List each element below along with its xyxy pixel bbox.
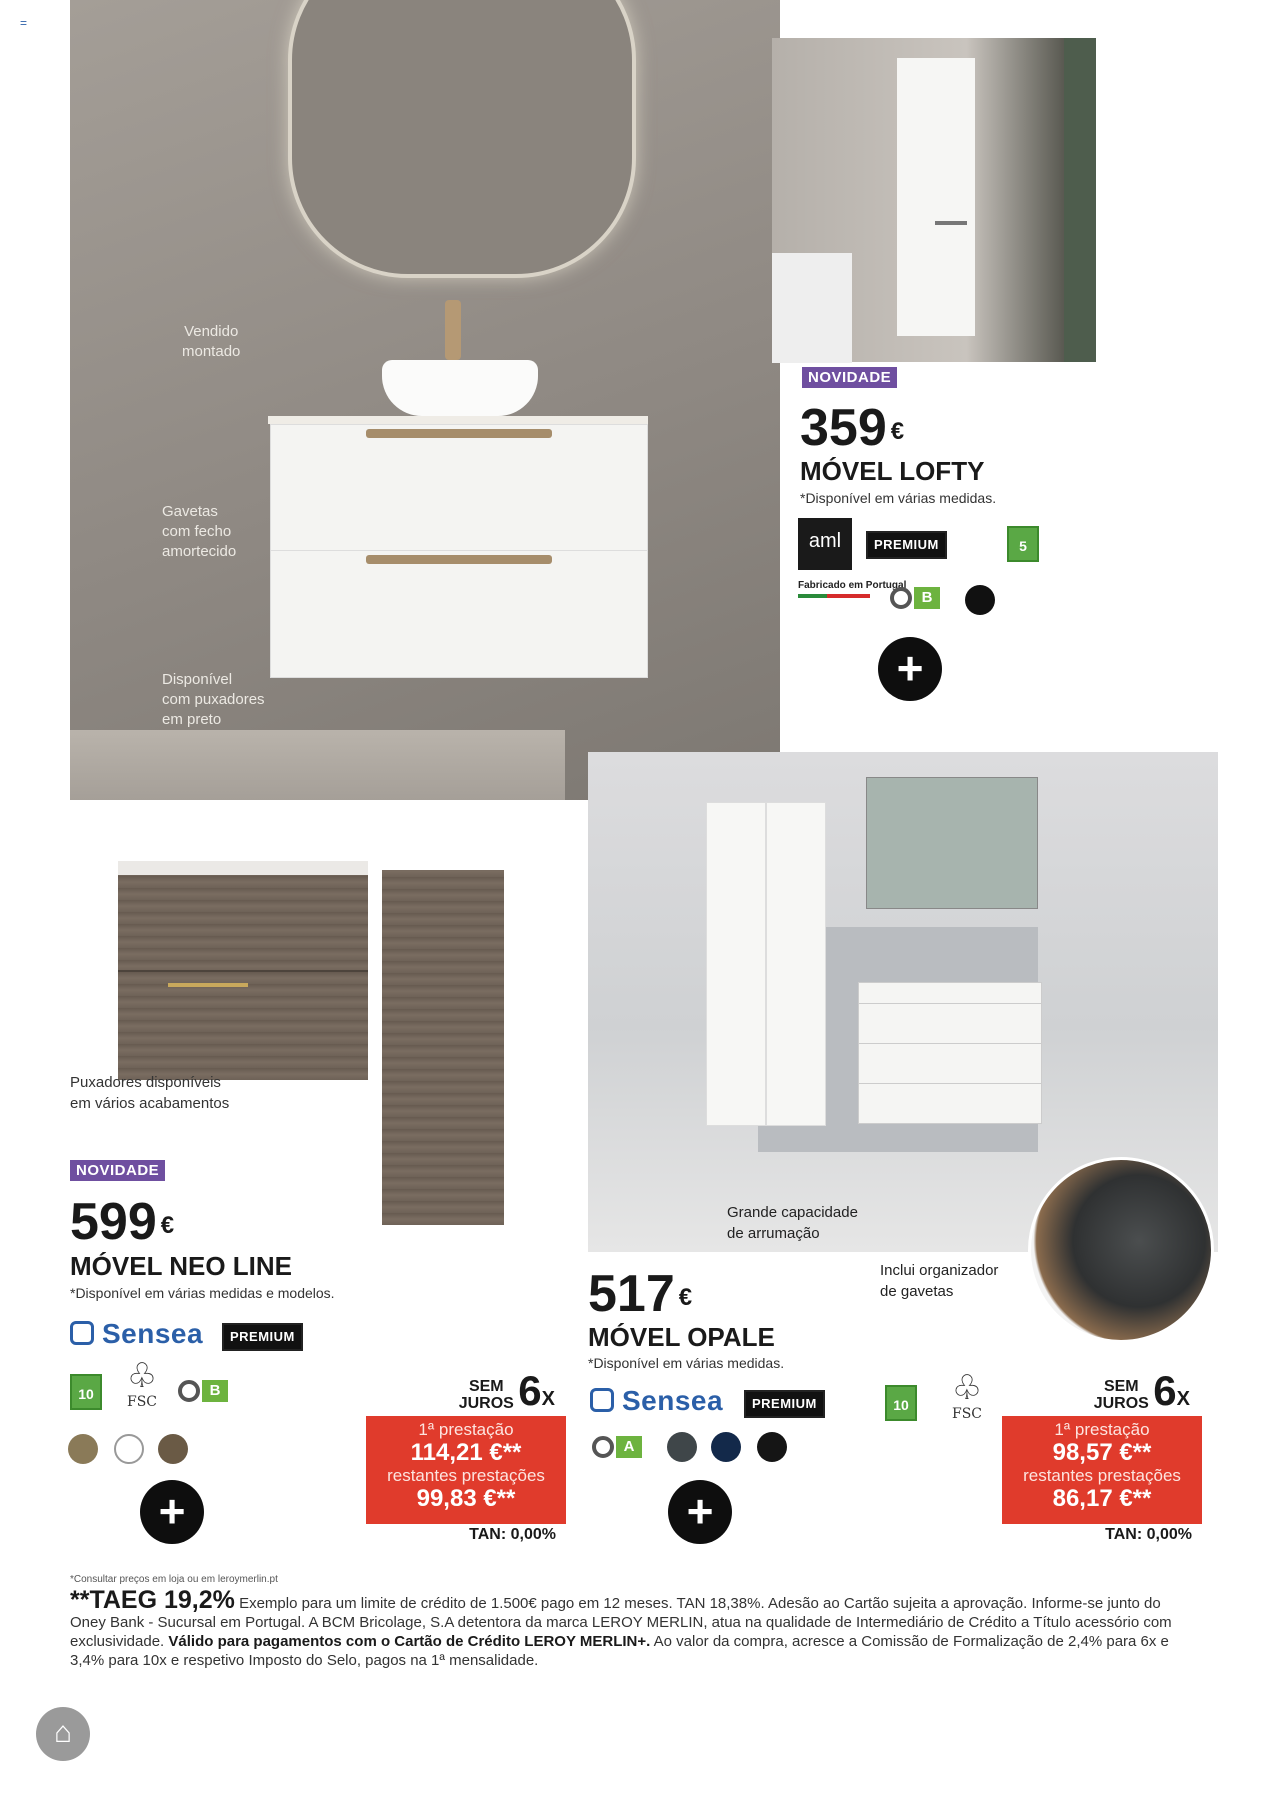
basin <box>382 360 538 416</box>
neo-price: 599 € <box>70 1193 175 1251</box>
neo-no-interest: SEM JUROS 6X <box>458 1367 555 1414</box>
warranty-badge: 10 <box>70 1374 102 1410</box>
opale-column <box>706 802 826 1126</box>
energy-icon <box>178 1380 200 1402</box>
home-icon[interactable]: ⌂ <box>36 1707 90 1761</box>
lofty-more-button[interactable]: + <box>878 637 942 701</box>
opale-no-interest: SEM JUROS 6X <box>1093 1367 1190 1414</box>
opale-tan: TAN: 0,00% <box>1105 1526 1192 1543</box>
energy-label: B <box>890 587 940 611</box>
opale-note: *Disponível em várias medidas. <box>588 1355 785 1371</box>
opale-vanity <box>858 982 1042 1124</box>
floor <box>70 730 565 800</box>
energy-icon <box>890 587 912 609</box>
page-marker: = <box>20 16 28 30</box>
fsc-logo: ♧ FSC <box>942 1370 992 1422</box>
footer-legal <box>70 1574 1200 1670</box>
energy-label: A <box>592 1436 642 1460</box>
aml-logo: aml <box>798 518 852 570</box>
drawer-bottom <box>270 550 648 678</box>
tap <box>445 300 461 360</box>
fsc-logo: ♧ FSC <box>122 1358 162 1410</box>
round-mirror <box>288 0 636 278</box>
lofty-note: *Disponível em várias medidas. <box>800 490 997 506</box>
warranty-badge: 5 <box>1007 526 1039 562</box>
opale-more-button[interactable]: + <box>668 1480 732 1544</box>
tree-icon: ♧ <box>126 1356 158 1396</box>
annotation-black-handles: Disponível com puxadores em preto <box>162 671 265 728</box>
annotation-soft-close: Gavetas com fecho amortecido <box>162 503 237 560</box>
premium-badge: PREMIUM <box>222 1323 303 1351</box>
sensea-logo: Sensea <box>590 1385 723 1417</box>
sensea-logo: Sensea <box>70 1318 203 1350</box>
drawer-organizer-detail <box>1028 1157 1214 1343</box>
opale-name: MÓVEL OPALE <box>588 1322 775 1352</box>
drawer-top <box>270 424 648 552</box>
footer-price-note: *Consultar preços em loja ou em leroymerlin.pt <box>70 1574 278 1585</box>
annotation-sold-assembled: Vendido montado <box>182 323 241 360</box>
made-in-portugal: Fabricado em Portugal <box>798 580 906 598</box>
warranty-badge: 10 <box>885 1385 917 1421</box>
neo-more-button[interactable]: + <box>140 1480 204 1544</box>
neo-note: *Disponível em várias medidas e modelos. <box>70 1285 335 1301</box>
neo-column <box>382 870 504 1225</box>
lofty-price: 359 € <box>800 399 905 457</box>
mirror-cabinet <box>866 777 1038 909</box>
lofty-name: MÓVEL LOFTY <box>800 456 985 486</box>
neo-new-badge: NOVIDADE <box>70 1160 165 1181</box>
main-bathroom-photo <box>70 0 780 800</box>
neo-tan: TAN: 0,00% <box>469 1526 556 1543</box>
drawer-handle <box>366 555 552 564</box>
opale-credit-box: 1ª prestação 98,57 €** restantes prestações 86,17 €** <box>1002 1416 1202 1524</box>
sink <box>772 253 852 363</box>
color-swatch-grey[interactable] <box>667 1432 697 1462</box>
neo-annotation: Puxadores disponíveis em vários acabamentos <box>70 1074 230 1112</box>
energy-icon <box>592 1436 614 1458</box>
opale-annotation-storage: Grande capacidade de arrumação <box>727 1204 858 1242</box>
lofty-new-badge: NOVIDADE <box>802 367 897 388</box>
opale-price: 517 € <box>588 1265 693 1323</box>
countertop <box>268 416 648 424</box>
energy-label: B <box>178 1380 228 1404</box>
footer-taeg: **TAEG 19,2% Exemplo para um limite de crédito de 1.500€ pago em 12 meses. TAN 18,38%. Adesão ao Cartão sujeita a aprovação. Informe-se junto do Oney Bank - Sucursal em Portugal. A BCM Bricolage, S.A detentora da marca LEROY MERLIN, atua na qualidade de Intermediário de Crédito a Título acessório com exclusividade. Válido para pagamentos com o Cartão de Crédito LEROY MERLIN+. Ao valor da compra, acresce a Comissão de Formalização de 2,4% para 6x e 3,4% para 10x e respetivo Imposto do Selo, pagos na 1ª mensalidade. <box>70 1586 1172 1669</box>
tall-cabinet <box>897 58 975 336</box>
opale-photo <box>588 752 1218 1252</box>
opale-annotation-organizer: Inclui organizador de gavetas <box>880 1262 999 1300</box>
color-swatch-black[interactable] <box>757 1432 787 1462</box>
color-swatch-black[interactable] <box>965 585 995 615</box>
color-swatch-gold[interactable] <box>68 1434 98 1464</box>
drawer-handle <box>366 429 552 438</box>
window <box>1064 38 1096 362</box>
neo-name: MÓVEL NEO LINE <box>70 1251 292 1281</box>
color-swatch-bronze[interactable] <box>158 1434 188 1464</box>
color-swatch-navy[interactable] <box>711 1432 741 1462</box>
premium-badge: PREMIUM <box>866 531 947 559</box>
color-swatch-white[interactable] <box>114 1434 144 1464</box>
premium-badge: PREMIUM <box>744 1390 825 1418</box>
tree-icon: ♧ <box>951 1368 983 1408</box>
lofty-photo <box>772 38 1096 362</box>
neo-credit-box: 1ª prestação 114,21 €** restantes prestações 99,83 €** <box>366 1416 566 1524</box>
neo-vanity <box>118 875 368 1080</box>
